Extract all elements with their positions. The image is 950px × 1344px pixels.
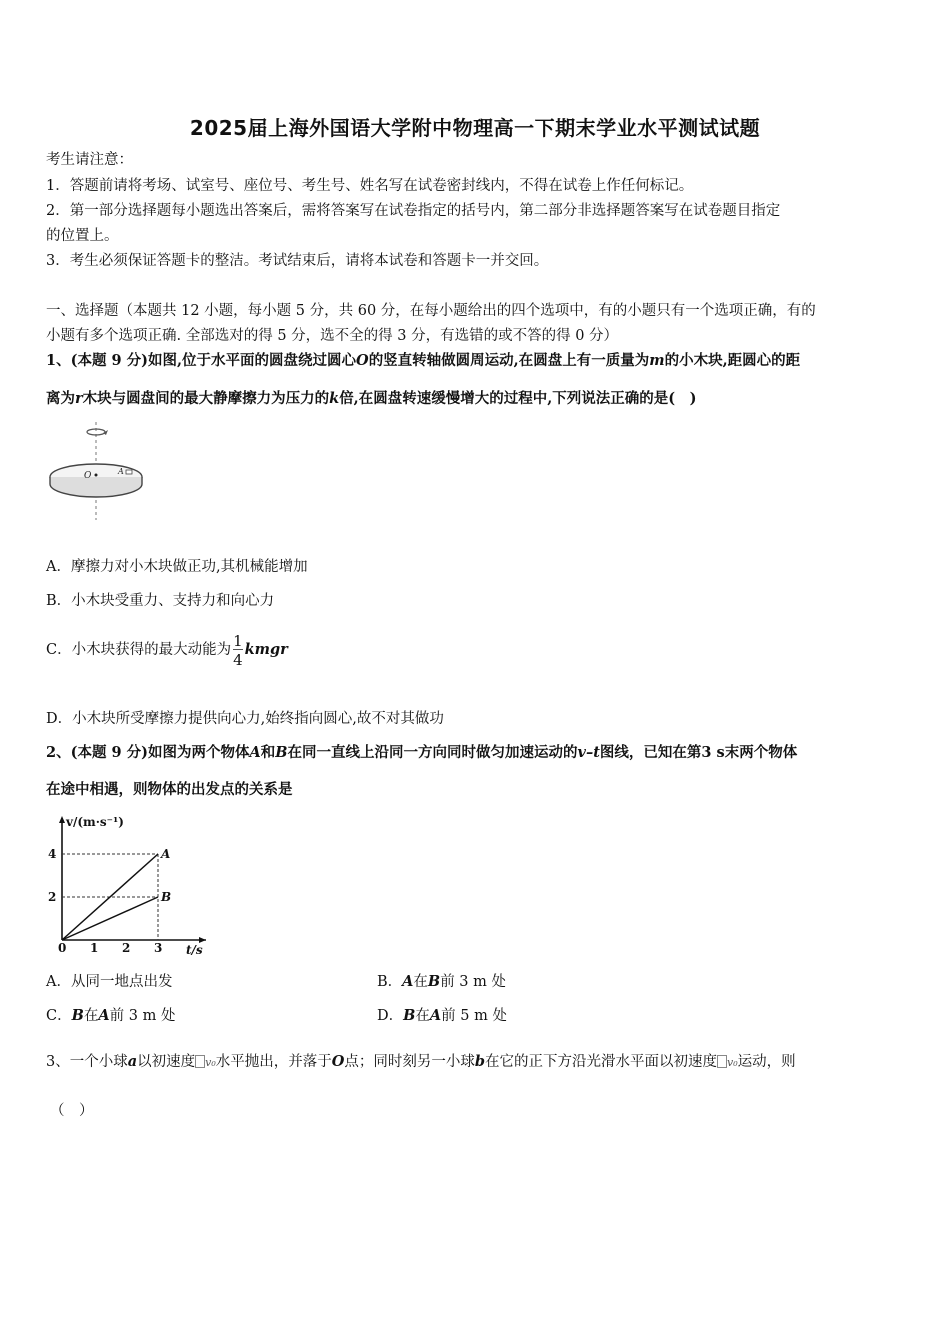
q2-var-vt: v–t [577,744,600,761]
q2-option-d-letter: D． [377,1008,404,1024]
q2-option-d-var: A [429,1007,442,1024]
q2-option-c [46,1006,175,1026]
q1-var-O: O [356,352,369,369]
q2-option-c-var: B [71,1007,84,1024]
q1-text: 的竖直转轴做圆周运动,在圆盘上有一质量为 [368,352,650,369]
x-tick-label: 0 [58,941,67,955]
q2-option-b [377,972,506,992]
q2-option-a: A．从同一地点出发 [46,974,173,990]
notice-heading: 考生请注意： [46,152,133,168]
q1-option-c-text: C．小木块获得的最大动能为 [46,642,232,658]
q3-text: 一个小球 [69,1054,128,1070]
q1-text: 离为 [46,390,75,407]
q1-var-m: m [649,352,665,369]
q2-option-c-text: 前 3 m 处 [109,1008,176,1024]
q2-stem-line1 [46,743,797,763]
q1-stem-line1 [46,351,800,371]
fig1-label-A: A [118,467,124,476]
q2-stem-line2: 在途中相遇，则物体的出发点的关系是 [46,781,293,798]
q3-text: 以初速度 [137,1054,196,1070]
q3-text: 运动，则 [737,1054,796,1070]
q3-answer-blank: （ ） [50,1103,94,1119]
section-heading-line2: 小题有多个选项正确. 全部选对的得 5 分，选不全的得 3 分，有选错的或不答的得 0 分） [46,328,619,344]
q2-score: (本题 9 分) [70,744,148,761]
q1-score: (本题 9 分) [70,352,148,369]
q2-option-d-text: 在 [415,1008,430,1024]
q3-var-a: a [127,1053,138,1070]
q1-text: 的小木块,距圆心的距 [664,352,801,369]
q3-stem-line1 [46,1052,796,1073]
q2-option-b-var: A [402,973,414,990]
series-label-a: A [161,847,171,861]
q2-text: 末两个物体 [724,744,798,761]
q1-option-c [46,630,288,670]
q1-var-r: r [75,390,83,407]
q3-number: 3、 [46,1054,70,1070]
q3-text: 水平抛出，并落于 [215,1054,332,1070]
x-tick-label: 3 [154,941,163,955]
fig1-label-O: O [84,471,92,481]
q2-option-b-text: 前 3 m 处 [440,974,506,990]
q2-var-t3: 3 s [701,744,725,761]
q3-text: 点；同时刻另一小球 [344,1054,475,1070]
q2-option-d [377,1006,507,1026]
q2-option-b-letter: B． [377,974,403,990]
fraction-one-quarter [233,633,243,668]
q1-option-b: B．小木块受重力、支持力和向心力 [46,593,275,609]
vt-graph [44,812,210,958]
q2-option-b-var: B [427,973,441,990]
q2-text: 图线，已知在第 [599,744,702,761]
q1-option-d: D．小木块所受摩擦力提供向心力,始终指向圆心,故不对其做功 [46,711,444,727]
x-tick-label: 2 [122,941,131,955]
notice-item-1: 1．答题前请将考场、试室号、座位号、考生号、姓名写在试卷密封线内，不得在试卷上作任何标记。 [46,178,694,194]
q2-option-c-letter: C． [46,1008,72,1024]
notice-item-3: 3．考生必须保证答题卡的整洁。考试结束后，请将本试卷和答题卡一并交回。 [46,253,549,269]
q3-var-v0: v₀ [727,1056,738,1069]
q3-var-O: O [331,1053,345,1070]
q2-option-b-text: 在 [413,974,428,990]
missing-glyph-icon [717,1055,727,1068]
q1-number: 1、 [46,352,71,369]
q3-var-b: b [474,1053,486,1070]
q2-number: 2、 [46,744,71,761]
y-tick-label: 4 [48,847,57,861]
y-axis-arrow-icon [59,816,65,823]
q1-option-a: A．摩擦力对小木块做正功,其机械能增加 [46,559,308,575]
q1-var-k: k [329,390,340,407]
notice-item-2-cont: 的位置上。 [46,228,119,244]
q2-var-B: B [275,744,288,761]
q3-text: 在它的正下方沿光滑水平面以初速度 [485,1054,718,1070]
series-line-b [62,897,158,940]
page-title: 2025届上海外国语大学附中物理高一下期末学业水平测试试题 [189,116,761,140]
fraction-numerator: 1 [233,631,243,650]
q2-text: 和 [260,744,276,761]
q1-stem-line2 [46,389,697,409]
q1-text: 如图,位于水平面的圆盘绕过圆心 [148,352,357,369]
fraction-denominator: 4 [233,650,243,669]
q2-var-A: A [249,744,261,761]
q1-text: 倍,在圆盘转速缓慢增大的过程中,下列说法正确的是( ) [339,390,697,407]
series-label-b: B [161,890,172,904]
missing-glyph-icon [195,1055,205,1068]
section-heading-line1: 一、选择题（本题共 12 小题，每小题 5 分，共 60 分，在每小题给出的四个选项中，有的小题只有一个选项正确，有的 [46,303,816,319]
q2-option-d-text: 前 5 m 处 [441,1008,507,1024]
q1-text: 木块与圆盘间的最大静摩擦力为压力的 [82,390,330,407]
q2-text: 在同一直线上沿同一方向同时做匀加速运动的 [287,744,578,761]
y-tick-label: 2 [48,890,57,904]
wood-block-icon [126,470,132,474]
y-axis-label: v/(m·s⁻¹) [66,815,124,829]
q2-option-c-text: 在 [83,1008,99,1024]
x-axis-label: t/s [186,943,203,957]
x-tick-label: 1 [90,941,99,955]
q2-option-d-var: B [403,1007,416,1024]
rotating-disk-figure [46,420,146,522]
q3-var-v0: v₀ [205,1056,216,1069]
q2-text: 如图为两个物体 [148,744,250,761]
notice-item-2: 2．第一部分选择题每小题选出答案后，需将答案写在试卷指定的括号内，第二部分非选择题答案写在试卷题目指定 [46,203,781,219]
q2-option-c-var: A [98,1007,110,1024]
q1-option-c-expr: kmgr [244,641,288,658]
